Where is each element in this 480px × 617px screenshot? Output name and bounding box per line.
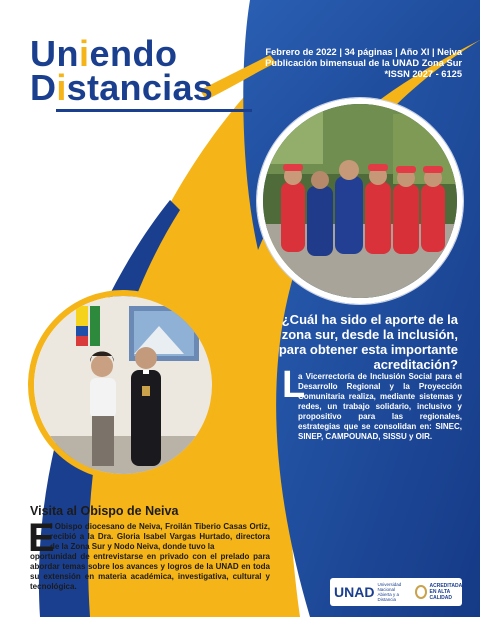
issue-line: Febrero de 2022 | 34 páginas | Año XI | Neiva (265, 47, 462, 57)
unad-logo-text: UNAD (334, 584, 375, 600)
unad-accreditation-badge (330, 578, 462, 606)
magazine-logo (30, 33, 214, 108)
visit-article-body: oportunidad de entrevistarse en privado con el prelado para abordar temas sobre los avances y logros de la UNAD en toda su extensión en materia académica, investigativa, cultural y tecnológica. (30, 552, 270, 591)
visit-dropcap: E (28, 516, 55, 560)
visit-article-body-wrapped: l Obispo diocesano de Neiva, Froilán Tiberio Casas Ortiz, recibió a la Dra. Gloria Isabel Vargas Hurtado, directora de la Zona Sur y Nodo Neiva, donde tuvo la (50, 522, 270, 551)
unad-full-name: Universidad Nacional Abierta y a Distancia (377, 582, 402, 602)
issn-line: *ISSN 2027 - 6125 (384, 69, 462, 79)
bishop-photo-illustration (34, 296, 212, 474)
logo-underline (56, 109, 252, 112)
inclusion-headline: ¿Cuál ha sido el aporte de la zona sur, desde la inclusión, para obtener esta importante acreditación? (278, 312, 458, 372)
inclusion-dropcap: L (282, 364, 306, 406)
inclusion-paragraph: a Vicerrectoría de Inclusión Social para el Desarrollo Regional y la Proyección Comunitaria realiza, mediante sistemas y redes, un trabajo solidario, inclusivo y propositivo para las regionales, estrategias que se consolidan en: SINEC, SINEP, CAMPOUNAD, SISSU y OIR. (298, 372, 462, 441)
group-photo-illustration (263, 104, 457, 298)
bishop-visit-photo (28, 290, 218, 480)
accreditation-seal-icon (415, 585, 427, 599)
publication-line: Publicación bimensual de la UNAD Zona Sur (265, 58, 462, 68)
masthead-info (242, 47, 462, 80)
visit-article-title: Visita al Obispo de Neiva (30, 504, 179, 518)
group-photo (257, 98, 463, 304)
logo-word-distancias: Distancias (30, 67, 214, 108)
accreditation-text: ACREDITADA EN ALTA CALIDAD (429, 583, 462, 601)
logo-word-unidendo: Uniendo (30, 33, 178, 74)
